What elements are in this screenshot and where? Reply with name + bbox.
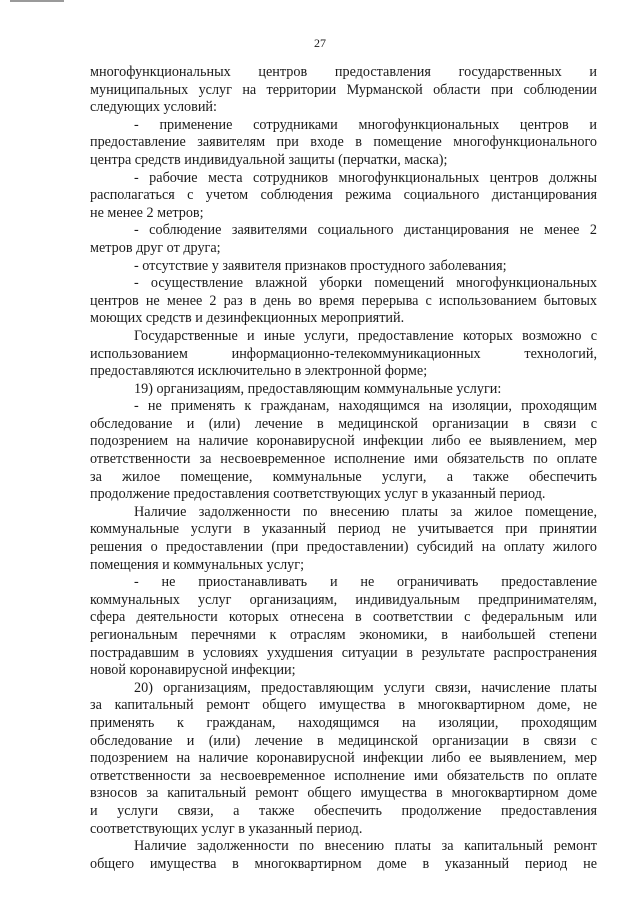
text-line: многофункциональных центров предоставления государственных и	[90, 64, 597, 80]
text-line: - соблюдение заявителями социального дистанцирования не менее 2	[134, 222, 597, 239]
text-line: обследование и (или) лечение в медицинской организации в связи с	[90, 415, 597, 432]
text-line: ответственности за несвоевременное исполнение ими обязательств по оплате	[90, 451, 597, 468]
text-line: за жилое помещение, коммунальные услуги, а также обеспечить	[90, 468, 597, 485]
text-line: центров не менее 2 раз в день во время перерыва с использованием бытовых	[90, 292, 597, 309]
text-line: 19) организациям, предоставляющим коммунальные услуги:	[134, 380, 502, 397]
text-line: коммунальных услуг организациям, индивидуальным предпринимателям,	[90, 591, 597, 608]
text-line: коммунальные услуги в указанный период не учитывается при принятии	[90, 521, 597, 538]
text-line: моющих средств и дезинфекционных мероприятий.	[90, 310, 405, 327]
text-line: продолжение предоставления соответствующих услуг в указанный период.	[90, 486, 546, 503]
text-line: взносов за капитальный ремонт общего имущества в многоквартирном доме	[90, 785, 597, 802]
text-line: располагаться с учетом соблюдения режима социального дистанцирования	[90, 187, 597, 204]
text-line: применять к гражданам, находящимся на изоляции, проходящим	[90, 714, 597, 731]
text-line: следующих условий:	[90, 99, 217, 116]
text-line: Наличие задолженности по внесению платы за капитальный ремонт	[134, 838, 597, 855]
text-line: подозрением на наличие коронавирусной инфекции либо ее выявлением, мер	[90, 750, 597, 767]
text-line: новой коронавирусной инфекции;	[90, 662, 296, 679]
text-line: - осуществление влажной уборки помещений многофункциональных	[134, 275, 597, 292]
top-edge-mark	[10, 0, 64, 2]
text-line: предоставление заявителям при входе в помещение многофункционального	[90, 134, 597, 151]
text-line: использованием информационно-телекоммуникационных технологий,	[90, 345, 597, 362]
text-line: региональным перечнями к отраслям экономики, в наибольшей степени	[90, 627, 597, 643]
text-line: метров друг от друга;	[90, 239, 221, 256]
text-line: общего имущества в многоквартирном доме в указанный период не	[90, 855, 597, 872]
text-line: - рабочие места сотрудников многофункциональных центров должны	[134, 169, 597, 186]
text-line: 20) организациям, предоставляющим услуги связи, начисление платы	[134, 679, 597, 696]
page-number: 27	[314, 36, 326, 50]
document-body	[90, 64, 597, 873]
text-line: Государственные и иные услуги, предоставление которых возможно с	[134, 327, 597, 344]
text-line: подозрением на наличие коронавирусной инфекции либо ее выявлением, мер	[90, 433, 597, 450]
text-line: - не применять к гражданам, находящимся на изоляции, проходящим	[134, 398, 597, 415]
text-line: сфера деятельности которых отнесена в соответствии с федеральным или	[90, 609, 597, 626]
text-line: за капитальный ремонт общего имущества в многоквартирном доме, не	[90, 697, 597, 714]
text-line: - не приостанавливать и не ограничивать предоставление	[134, 574, 597, 591]
text-line: не менее 2 метров;	[90, 204, 204, 221]
text-line: помещения и коммунальных услуг;	[90, 556, 305, 573]
text-line: центра средств индивидуальной защиты (перчатки, маска);	[90, 151, 448, 168]
text-line: ответственности за несвоевременное исполнение ими обязательств по оплате	[90, 767, 597, 784]
text-line: соответствующих услуг в указанный период.	[90, 820, 363, 837]
text-line: пострадавшим в условиях ухудшения ситуации в результате распространения	[90, 644, 597, 661]
text-line: - отсутствие у заявителя признаков простудного заболевания;	[134, 257, 507, 274]
text-line: - применение сотрудниками многофункциональных центров и	[134, 116, 597, 133]
text-line: Наличие задолженности по внесению платы за жилое помещение,	[134, 503, 597, 520]
text-line: предоставляются исключительно в электронной форме;	[90, 363, 428, 380]
text-line: решения о предоставлении (при предоставлении) субсидий на оплату жилого	[90, 539, 597, 556]
text-line: обследование и (или) лечение в медицинской организации в связи с	[90, 732, 597, 749]
text-line: муниципальных услуг на территории Мурманской области при соблюдении	[90, 81, 597, 98]
text-line: и услуги связи, а также обеспечить продолжение предоставления	[90, 802, 597, 819]
